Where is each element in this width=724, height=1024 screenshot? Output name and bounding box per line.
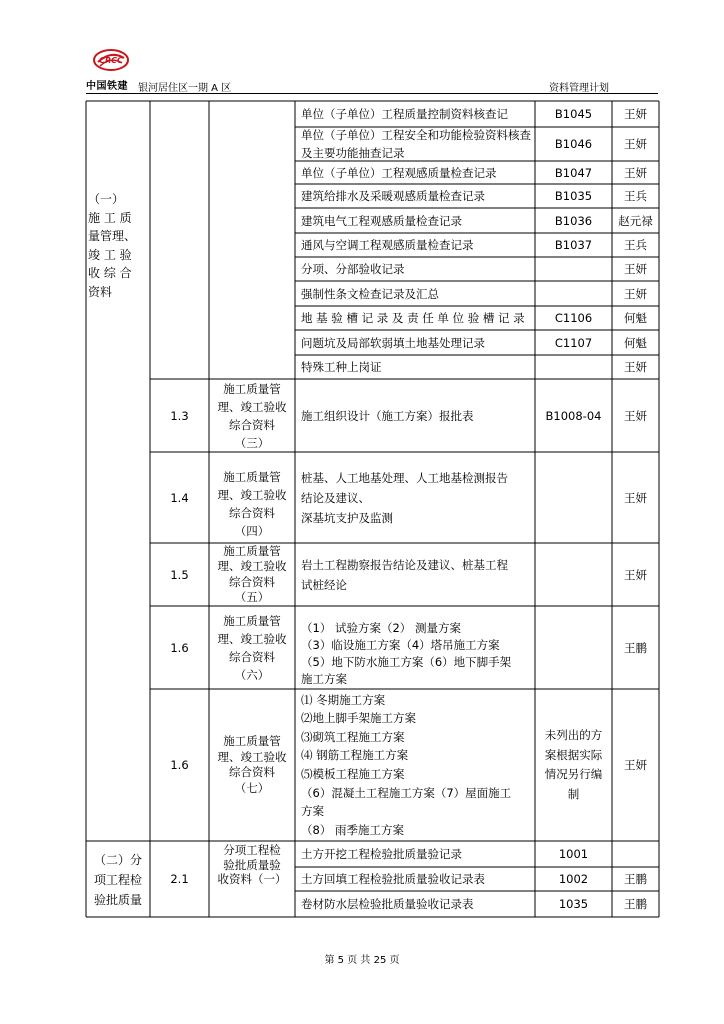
- table-row-person: 王兵: [624, 189, 647, 203]
- group-person: 王妍: [624, 408, 647, 423]
- table-row-code: B1045: [554, 107, 593, 121]
- table-row-code: 1035: [558, 897, 589, 911]
- group-content: ⑴ 冬期施工方案 ⑵地上脚手架施工方案 ⑶砌筑工程施工方案 ⑷ 钢筋工程施工方案 ⑸模板工程施工方案 （6）混凝土工程施工方案（7）屋面施工 方案 （8） 雨季施工方案: [301, 692, 512, 837]
- table-row-name: 土方开挖工程检验批质量验记录: [301, 847, 462, 861]
- table-row-person: 王妍: [624, 107, 647, 121]
- table-row-code: B1036: [554, 213, 593, 228]
- company-name: 中国铁建: [86, 81, 128, 92]
- table-row-name: 地 基 验 槽 记 录 及 责 任 单 位 验 槽 记 录: [301, 311, 525, 325]
- table-row-code: C1106: [554, 311, 593, 325]
- table-row-person: 何魁: [624, 311, 647, 325]
- table-row-person: [612, 841, 659, 867]
- table-row-code: B1047: [554, 165, 593, 180]
- table-row-name: 建筑电气工程观感质量检查记录: [301, 213, 462, 228]
- table-row-name: 特殊工种上岗证: [301, 360, 382, 374]
- group-person: 王鹏: [624, 640, 647, 655]
- table-row-person: 何魁: [624, 335, 647, 350]
- table-row-code: B1035: [554, 189, 593, 203]
- group-person: 王妍: [624, 490, 647, 505]
- project-name: 银河居住区一期 A 区: [138, 83, 232, 94]
- table-row-name: 土方回填工程检验批质量验收记录表: [301, 872, 485, 886]
- section-2-number: 2.1: [170, 872, 189, 886]
- group-content: （1） 试验方案（2） 测量方案 （3）临设施工方案（4）塔吊施工方案 （5）地下防水施工方案（6）地下脚手架 施工方案: [301, 621, 512, 686]
- table-row-name: 强制性条文检查记录及汇总: [301, 286, 439, 301]
- group-code: [535, 543, 612, 606]
- table-row-person: 王妍: [624, 360, 647, 374]
- group-code: B1008-04: [545, 408, 602, 423]
- group-content: 施工组织设计（施工方案）报批表: [301, 408, 474, 423]
- group-number: 1.3: [170, 408, 189, 423]
- table-row-person: 王兵: [624, 238, 647, 252]
- section-2-label: （二）分 项工程检 验批质量: [93, 853, 142, 907]
- table-row-person: 王鹏: [624, 897, 647, 911]
- table-row-person: 王鹏: [624, 872, 647, 886]
- table-row-name: 单位（子单位）工程安全和功能检验资料核查及主要功能抽查记录: [301, 128, 531, 160]
- table-row-code: [535, 355, 612, 379]
- group-content: 岩土工程勘察报告结论及建议、桩基工程 试桩经论: [301, 557, 508, 592]
- table-row-person: 王妍: [624, 262, 647, 276]
- group-category: 施工质量管 理、竣工验收 综合资料 （六）: [217, 613, 287, 682]
- group-person: 王妍: [624, 758, 647, 772]
- table-row-name: 分项、分部验收记录: [301, 262, 405, 276]
- table-row-code: C1107: [554, 335, 593, 350]
- table-row-code: 1001: [558, 847, 589, 861]
- group-category: 施工质量管 理、竣工验收 综合资料 （四）: [217, 470, 287, 538]
- document-title: 资料管理计划: [549, 83, 609, 94]
- table-row-person: 王妍: [624, 286, 647, 301]
- group-number: 1.5: [170, 567, 189, 582]
- table-row-person: 王妍: [624, 165, 647, 180]
- table-row-name: 单位（子单位）工程观感质量检查记录: [301, 165, 497, 180]
- table-row-name: 单位（子单位）工程质量控制资料核查记: [301, 107, 508, 121]
- group-person: 王妍: [624, 567, 647, 582]
- table-row-code: [535, 257, 612, 281]
- table-row-name: 卷材防水层检验批质量验收记录表: [301, 897, 474, 911]
- group-category: 施工质量管 理、竣工验收 综合资料 （五）: [217, 543, 287, 604]
- svg-text:CRCC: CRCC: [99, 56, 123, 65]
- table-row-name: 建筑给排水及采暖观感质量检查记录: [301, 189, 485, 203]
- group-code: [535, 452, 612, 543]
- group-number: 1.4: [170, 490, 189, 505]
- section-2-category: 分项工程检 验批质量验 收资料（一）: [217, 843, 287, 887]
- table-row-code: B1046: [554, 137, 593, 151]
- group-code: 未列出的方 案根据实际 情况另行编 制: [544, 728, 603, 801]
- section-1-label: （一） 施 工 质 量管理、 竣 工 验 收 综 合 资料: [88, 192, 137, 299]
- table-row-code: [535, 281, 612, 306]
- group-code: [535, 606, 612, 689]
- table-row-person: 赵元禄: [618, 213, 653, 228]
- group-number: 1.6: [170, 640, 189, 655]
- table-row-name: 通风与空调工程观感质量检查记录: [301, 238, 474, 252]
- group-number: 1.6: [170, 758, 189, 772]
- table-row-code: B1037: [554, 238, 593, 252]
- group-category: 施工质量管 理、竣工验收 综合资料 （七）: [217, 734, 287, 795]
- table-row-code: 1002: [558, 872, 589, 886]
- group-content: 桩基、人工地基处理、人工地基检测报告 结论及建议、 深基坑支护及监测: [301, 470, 508, 525]
- group-category: 施工质量管 理、竣工验收 综合资料 （三）: [217, 381, 287, 450]
- page-number: 第 5 页 共 25 页: [324, 955, 400, 966]
- table-row-name: 问题坑及局部软弱填土地基处理记录: [301, 335, 485, 350]
- table-row-person: 王妍: [624, 137, 647, 151]
